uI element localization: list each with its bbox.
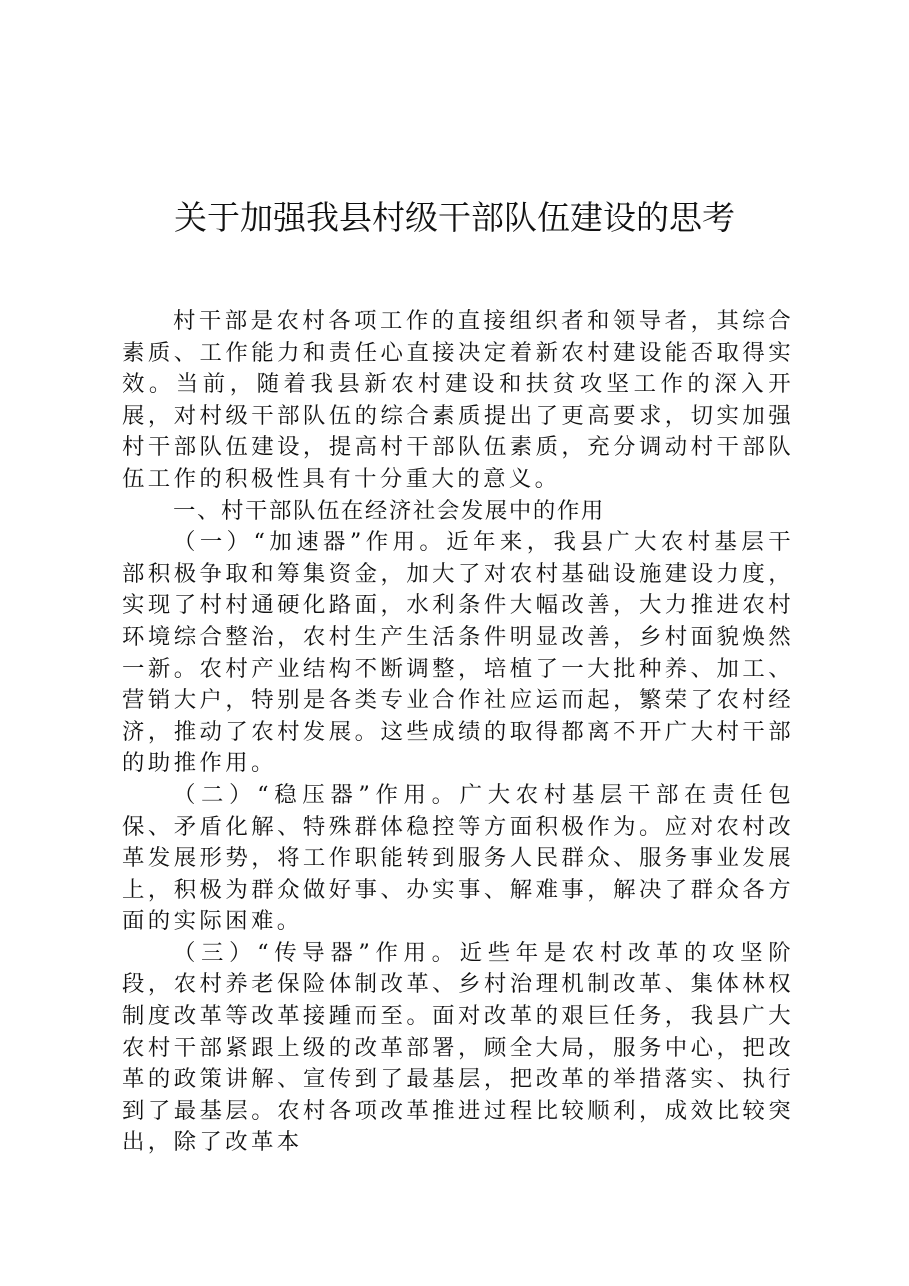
paragraph-accelerator: （一）“加速器”作用。近年来，我县广大农村基层干部积极争取和筹集资金，加大了对农村基础设施建设力度，实现了村村通硬化路面，水利条件大幅改善，大力推进农村环境综合整治，农村生产生活条件明显改善，乡村面貌焕然一新。农村产业结构不断调整，培植了一大批种养、加工、营销大户，特别是各类专业合作社应运而起，繁荣了农村经济，推动了农村发展。这些成绩的取得都离不开广大村干部的助推作用。: [122, 529, 794, 777]
document-body: [122, 306, 794, 1159]
document-title: 关于加强我县村级干部队伍建设的思考: [174, 198, 735, 237]
intro-paragraph: 村干部是农村各项工作的直接组织者和领导者，其综合素质、工作能力和责任心直接决定着新农村建设能否取得实效。当前，随着我县新农村建设和扶贫攻坚工作的深入开展，对村级干部队伍的综合素质提出了更高要求，切实加强村干部队伍建设，提高村干部队伍素质，充分调动村干部队伍工作的积极性具有十分重大的意义。: [122, 308, 794, 492]
section-heading-1: 一、村干部队伍在经济社会发展中的作用: [173, 497, 605, 524]
paragraph-transmitter: （三）“传导器”作用。近些年是农村改革的攻坚阶段，农村养老保险体制改革、乡村治理机制改革、集体林权制度改革等改革接踵而至。面对改革的艰巨任务，我县广大农村干部紧跟上级的改革部署，顾全大局，服务中心，把改革的政策讲解、宣传到了最基层，把改革的举措落实、执行到了最基层。农村各项改革推进过程比较顺利，成效比较突出，除了改革本: [122, 939, 794, 1156]
paragraph-stabilizer: （二）“稳压器”作用。广大农村基层干部在责任包保、矛盾化解、特殊群体稳控等方面积极作为。应对农村改革发展形势，将工作职能转到服务人民群众、服务事业发展上，积极为群众做好事、办实事、解难事，解决了群众各方面的实际困难。: [122, 781, 794, 935]
